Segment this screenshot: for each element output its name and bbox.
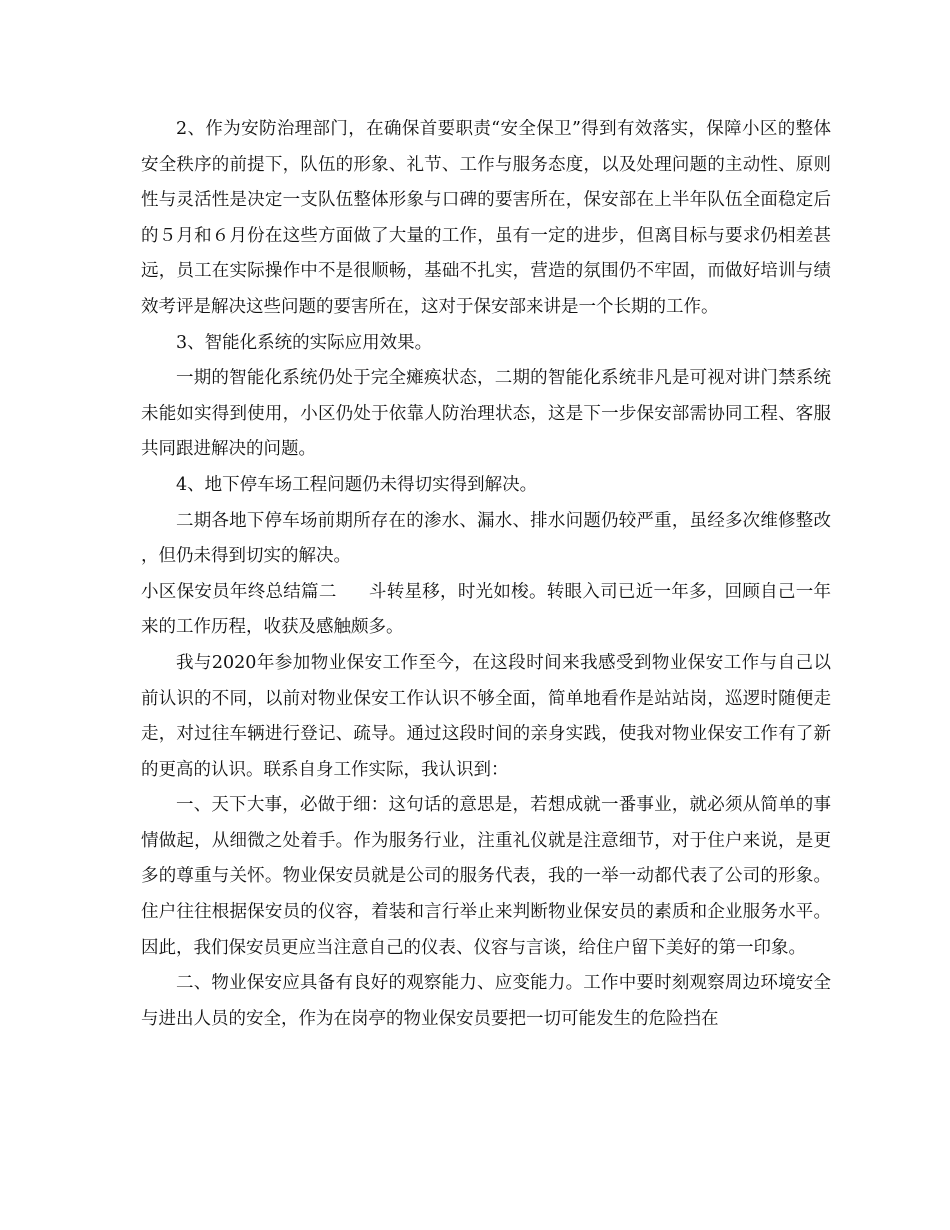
section-two-opening xyxy=(141,575,831,646)
paragraph-parking: 二期各地下停车场前期所存在的渗水、漏水、排水问题仍较严重，虽经多次维修整改，但仍未得到切实的解决。 xyxy=(141,510,831,567)
paragraph-work-experience: 我与2020年参加物业保安工作至今，在这段时间来我感受到物业保安工作与自己以前认识的不同，以前对物业保安工作认识不够全面，简单地看作是站站岗，巡逻时随便走走，对过往车辆进行登记、疏导。通过这段时间的亲身实践，使我对物业保安工作有了新的更高的认识。联系自身工作实际，我认识到： xyxy=(141,652,831,780)
paragraph-security-management: 2、作为安防治理部门，在确保首要职责“安全保卫”得到有效落实，保障小区的整体安全秩序的前提下，队伍的形象、礼节、工作与服务态度，以及处理问题的主动性、原则性与灵活性是决定一支队伍整体形象与口碑的要害所在，保安部在上半年队伍全面稳定后的５月和６月份在这些方面做了大量的工作，虽有一定的进步，但离目标与要求仍相差甚远，员工在实际操作中不是很顺畅，基础不扎实，营造的氛围仍不牢固，而做好培训与绩效考评是解决这些问题的要害所在，这对于保安部来讲是一个长期的工作。 xyxy=(141,119,831,317)
paragraph-heading-parking: 4、地下停车场工程问题仍未得切实得到解决。 xyxy=(176,474,538,495)
paragraph-point-two: 二、物业保安应具备有良好的观察能力、应变能力。工作中要时刻观察周边环境安全与进出人员的安全，作为在岗亭的物业保安员要把一切可能发生的危险挡在 xyxy=(141,973,831,1029)
section-lead: 斗转星移，时光如梭。转眼入司已近一年多，回顾自己一年来的工作历程，收获及感触颇多。 xyxy=(141,581,832,638)
paragraph-heading-intelligent-system: 3、智能化系统的实际应用效果。 xyxy=(176,332,433,353)
paragraph-intelligent-system: 一期的智能化系统仍处于完全瘫痪状态，二期的智能化系统非凡是可视对讲门禁系统未能如实得到使用，小区仍处于依靠人防治理状态，这是下一步保安部需协同工程、客服共同跟进解决的问题。 xyxy=(141,368,831,460)
document-body xyxy=(141,112,831,1037)
paragraph-point-one: 一、天下大事，必做于细：这句话的意思是，若想成就一番事业，就必须从简单的事情做起，从细微之处着手。作为服务行业，注重礼仪就是注意细节，对于住户来说，是更多的尊重与关怀。物业保安员就是公司的服务代表，我的一举一动都代表了公司的形象。住户往往根据保安员的仪容，着装和言行举止来判断物业保安员的素质和企业服务水平。因此，我们保安员更应当注意自己的仪表、仪容与言谈，给住户留下美好的第一印象。 xyxy=(141,795,831,958)
section-title: 小区保安员年终总结篇二 xyxy=(141,581,337,602)
